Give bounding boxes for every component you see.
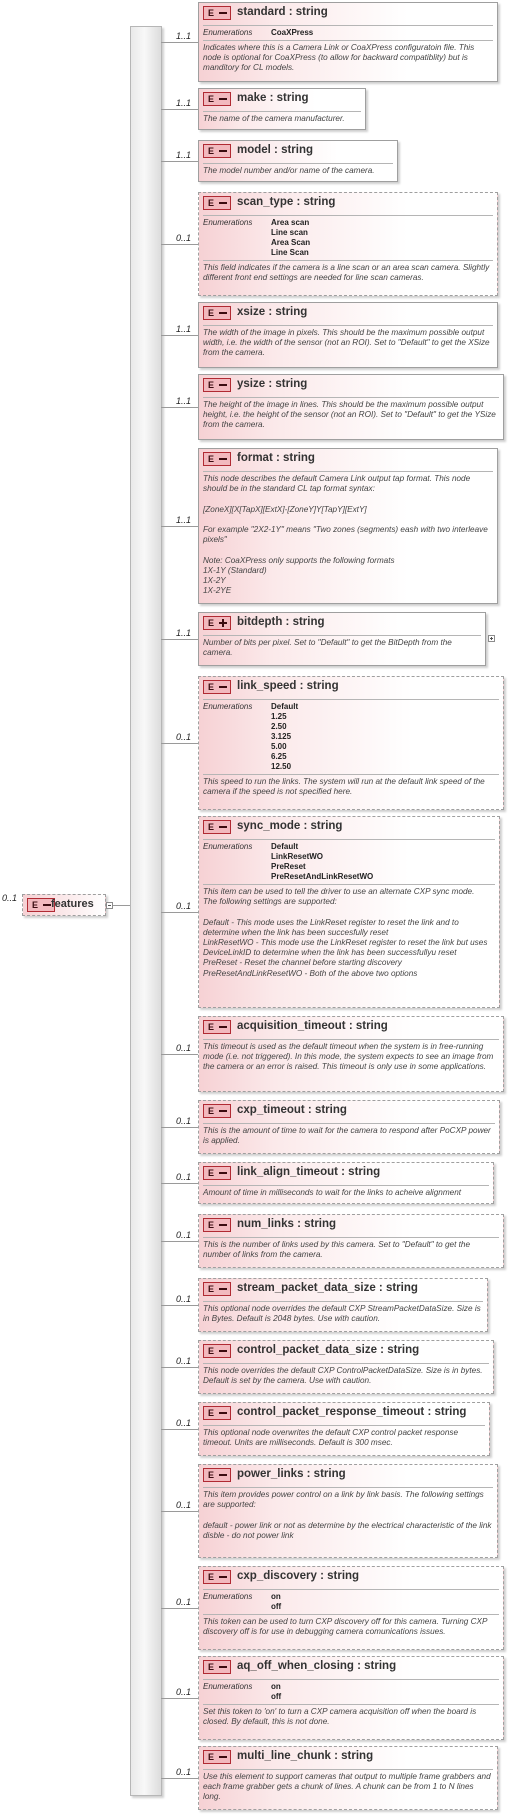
enumerations: Enumerations CoaXPress: [203, 28, 493, 38]
element-badge: E: [203, 1166, 231, 1180]
element-name: control_packet_response_timeout : string: [237, 1406, 467, 1418]
element-badge: E: [203, 820, 231, 834]
connector-line: [161, 1429, 198, 1430]
element-documentation: This optional node overrides the default CXP StreamPacketDataSize. Size is in Bytes. Default is 2048 bytes. Use with caution.: [203, 1304, 484, 1324]
element-power-links[interactable]: [198, 1464, 498, 1558]
enum-value: on: [271, 1592, 281, 1601]
enum-value: Area scan: [271, 218, 310, 227]
element-name: model : string: [237, 144, 314, 156]
element-control-packet-data-size[interactable]: [198, 1340, 494, 1394]
element-name: link_speed : string: [237, 680, 339, 692]
element-multiplicity: 1..1: [176, 98, 192, 108]
element-multiplicity: 0..1: [176, 1294, 192, 1304]
enum-value: off: [271, 1602, 282, 1611]
element-multiplicity: 0..1: [176, 1767, 192, 1777]
element-documentation: Number of bits per pixel. Set to "Default" to get the BitDepth from the camera.: [203, 638, 455, 658]
connector-line: [161, 1608, 198, 1609]
element-badge: E: [27, 898, 55, 912]
element-xsize[interactable]: [198, 302, 498, 368]
element-multiplicity: 1..1: [176, 324, 192, 334]
enum-value: 2.50: [271, 722, 287, 731]
element-documentation: This optional node overwrites the default CXP control packet response timeout. Units are milliseconds. Default is 300 msec.: [203, 1428, 461, 1448]
element-name: sync_mode : string: [237, 820, 343, 832]
element-make[interactable]: [198, 88, 366, 130]
root-multiplicity: 0..1: [2, 893, 18, 903]
element-documentation: This node overrides the default CXP ControlPacketDataSize. Size is in bytes. Default is set by the camera. Use with caution.: [203, 1366, 485, 1386]
element-name: ysize : string: [237, 378, 308, 390]
element-name: cxp_timeout : string: [237, 1104, 347, 1116]
element-model[interactable]: [198, 140, 398, 182]
element-name: power_links : string: [237, 1468, 346, 1480]
element-badge: E: [203, 452, 231, 466]
element-badge: E: [203, 1020, 231, 1034]
element-badge: E: [203, 1282, 231, 1296]
element-name: aq_off_when_closing : string: [237, 1660, 397, 1672]
enum-value: 1.25: [271, 712, 287, 721]
element-documentation: This item can be used to tell the driver to use an alternate CXP sync mode. The following settings are supported: Default - This mode uses the LinkReset register to reset the link and to determine when the link has been succesfully reset LinkResetWO - This mode use the LinkReset register to reset the link but uses DeviceLinkID to determine when the link has been successfullyu reset PreReset - Reset the channel before starting discovery PreResetAndLinkResetWO - Both of the above two options: [203, 887, 488, 978]
enum-value: Default: [271, 842, 299, 851]
connector-line: [161, 109, 198, 110]
sequence-spine: [130, 26, 162, 1796]
element-documentation: This timeout is used as the default timeout when the system is in free-running mode (i.e. not triggered). In this mode, the system expects to see an image from the camera or an error is raised. This timeout is only use in some applications.: [203, 1042, 496, 1072]
element-multiplicity: 0..1: [176, 1597, 192, 1607]
element-link-speed[interactable]: [198, 676, 504, 810]
element-badge: E: [203, 1750, 231, 1764]
connector-line: [161, 1305, 198, 1306]
element-documentation: This is the amount of time to wait for the camera to respond after PoCXP power is applied.: [203, 1126, 494, 1146]
element-name: control_packet_data_size : string: [237, 1344, 420, 1356]
element-name: num_links : string: [237, 1218, 337, 1230]
connector-line: [161, 1511, 198, 1512]
element-documentation: Use this element to support cameras that output to multiple frame grabbers and each frame grabber gets a chunk of lines. A chunk can be from 1 to N lines long.: [203, 1772, 493, 1802]
element-multiplicity: 0..1: [176, 1230, 192, 1240]
element-cxp-timeout[interactable]: [198, 1100, 500, 1154]
element-standard[interactable]: [198, 2, 498, 82]
element-multiplicity: 0..1: [176, 1116, 192, 1126]
element-name: scan_type : string: [237, 196, 336, 208]
element-documentation: This speed to run the links. The system will run at the default link speed of the camera if the speed is not specified here.: [203, 777, 487, 797]
element-sync-mode[interactable]: [198, 816, 500, 1008]
element-multi-line-chunk[interactable]: [198, 1746, 498, 1810]
element-documentation: Amount of time in milliseconds to wait for the links to acheive alignment: [203, 1188, 462, 1197]
element-name: multi_line_chunk : string: [237, 1750, 374, 1762]
connector-line: [161, 743, 198, 744]
element-scan-type[interactable]: [198, 192, 498, 296]
element-cxp-discovery[interactable]: [198, 1566, 504, 1650]
enumerations: Enumerations on off: [203, 1682, 499, 1702]
connector-line: [161, 1241, 198, 1242]
element-name: standard : string: [237, 6, 328, 18]
connector-line: [161, 1127, 198, 1128]
element-documentation: This field indicates if the camera is a line scan or an area scan camera. Slightly different front end settings are needed for line scan cameras.: [203, 263, 492, 283]
element-documentation: Set this token to 'on' to turn a CXP camera acquisition off when the board is closed. By default, this is not done.: [203, 1707, 479, 1727]
connector-line: [161, 161, 198, 162]
element-multiplicity: 0..1: [176, 1172, 192, 1182]
element-documentation: The model number and/or name of the camera.: [203, 166, 375, 175]
element-documentation: The name of the camera manufacturer.: [203, 114, 345, 123]
enumerations: Enumerations Area scan Line scan Area Scan Line Scan: [203, 218, 493, 258]
element-badge: E: [203, 306, 231, 320]
connector-line: [161, 639, 198, 640]
element-multiplicity: 0..1: [176, 233, 192, 243]
element-name: format : string: [237, 452, 315, 464]
element-multiplicity: 0..1: [176, 1418, 192, 1428]
element-badge: E: [203, 6, 231, 20]
enum-value: 5.00: [271, 742, 287, 751]
element-badge: E: [203, 616, 231, 630]
connector-line: [161, 1367, 198, 1368]
element-multiplicity: 1..1: [176, 396, 192, 406]
element-name: cxp_discovery : string: [237, 1570, 360, 1582]
element-multiplicity: 0..1: [176, 1500, 192, 1510]
element-name: bitdepth : string: [237, 616, 325, 628]
element-multiplicity: 1..1: [176, 628, 192, 638]
connector-line: [161, 407, 198, 408]
connector-line: [161, 1054, 198, 1055]
enum-value: on: [271, 1682, 281, 1691]
enum-value: CoaXPress: [271, 28, 314, 37]
enumerations: Enumerations Default 1.25 2.50 3.125 5.00 6.25 12.50: [203, 702, 499, 772]
connector-line: [161, 335, 198, 336]
element-control-packet-response-timeout[interactable]: [198, 1402, 490, 1456]
element-documentation: This node describes the default Camera Link output tap format. This node should be in the standard CL tap format syntax: [ZoneX][X[TapX][ExtX]-[ZoneY]Y[TapY][ExtY] For example "2X2-1Y" means "Two zones (segments) eash with two interleave pixels" Note: CoaXPress only supports the following formats 1X-1Y (Standard) 1X-2Y 1X-2YE: [203, 474, 488, 596]
enum-value: 6.25: [271, 752, 287, 761]
element-documentation: The width of the image in pixels. This should be the maximum possible output width, i.e. the width of the sensor (not an ROI). Set to "Default" to get the XSize from the camera.: [203, 328, 492, 358]
element-badge: E: [203, 680, 231, 694]
element-multiplicity: 1..1: [176, 150, 192, 160]
element-format[interactable]: [198, 448, 498, 604]
element-badge: E: [203, 92, 231, 106]
element-name: acquisition_timeout : string: [237, 1020, 388, 1032]
enum-value: 3.125: [271, 732, 292, 741]
element-ysize[interactable]: [198, 374, 504, 440]
enum-value: Line Scan: [271, 248, 309, 257]
element-multiplicity: 0..1: [176, 901, 192, 911]
element-badge: E: [203, 1218, 231, 1232]
element-badge: E: [203, 144, 231, 158]
connector-line: [161, 1778, 198, 1779]
enum-value: Default: [271, 702, 299, 711]
element-multiplicity: 1..1: [176, 31, 192, 41]
connector-line: [161, 912, 198, 913]
element-badge: E: [203, 1468, 231, 1482]
enum-value: PreReset: [271, 862, 306, 871]
element-badge: E: [203, 196, 231, 210]
enum-value: off: [271, 1692, 282, 1701]
element-stream-packet-data-size[interactable]: [198, 1278, 488, 1332]
connector-line: [161, 42, 198, 43]
enumerations: Enumerations Default LinkResetWO PreReset PreResetAndLinkResetWO: [203, 842, 495, 882]
enum-value: LinkResetWO: [271, 852, 324, 861]
element-link-align-timeout[interactable]: [198, 1162, 494, 1204]
element-badge: E: [203, 1344, 231, 1358]
element-multiplicity: 0..1: [176, 1043, 192, 1053]
element-name: make : string: [237, 92, 309, 104]
element-badge: E: [203, 1104, 231, 1118]
connector-line: [161, 1183, 198, 1184]
enum-value: PreResetAndLinkResetWO: [271, 872, 374, 881]
element-badge: E: [203, 378, 231, 392]
element-documentation: This is the number of links used by this camera. Set to "Default" to get the number of links from the camera.: [203, 1240, 473, 1260]
connector-line: [161, 1698, 198, 1699]
element-documentation: The height of the image in lines. This should be the maximum possible output height, i.e. the height of the sensor (not an ROI). Set to "Default" to get the YSize from the camera.: [203, 400, 499, 430]
expand-toggle[interactable]: [488, 635, 495, 642]
element-documentation: This item provides power control on a link by link basis. The following settings are supported: default - power link or not as determine by the electrical characteristic of the link disble - do not power link: [203, 1490, 492, 1540]
collapse-toggle[interactable]: [106, 902, 113, 909]
element-acquisition-timeout[interactable]: [198, 1016, 504, 1092]
element-name: xsize : string: [237, 306, 308, 318]
element-name: link_align_timeout : string: [237, 1166, 381, 1178]
connector-line: [161, 244, 198, 245]
element-multiplicity: 0..1: [176, 1356, 192, 1366]
enum-value: 12.50: [271, 762, 292, 771]
element-badge: E: [203, 1660, 231, 1674]
features-name: features: [51, 898, 94, 910]
enum-value: Line scan: [271, 228, 308, 237]
element-badge: E: [203, 1406, 231, 1420]
element-multiplicity: 0..1: [176, 732, 192, 742]
element-multiplicity: 1..1: [176, 515, 192, 525]
element-num-links[interactable]: [198, 1214, 504, 1268]
connector-line: [161, 526, 198, 527]
features-element[interactable]: [22, 894, 106, 916]
element-documentation: This token can be used to turn CXP discovery off for this camera. Turning CXP discovery off is for use in debugging camera comunications issues.: [203, 1617, 490, 1637]
element-multiplicity: 0..1: [176, 1687, 192, 1697]
element-aq-off-when-closing[interactable]: [198, 1656, 504, 1740]
element-documentation: Indicates where this is a Camera Link or CoaXPress configuratoin file. This node is optional for CoaXPress (to allow for backward compatiblity) but is manditory for CL models.: [203, 43, 477, 73]
element-name: stream_packet_data_size : string: [237, 1282, 418, 1294]
enumerations: Enumerations on off: [203, 1592, 499, 1612]
element-badge: E: [203, 1570, 231, 1584]
element-bitdepth[interactable]: [198, 612, 486, 666]
enum-value: Area Scan: [271, 238, 311, 247]
